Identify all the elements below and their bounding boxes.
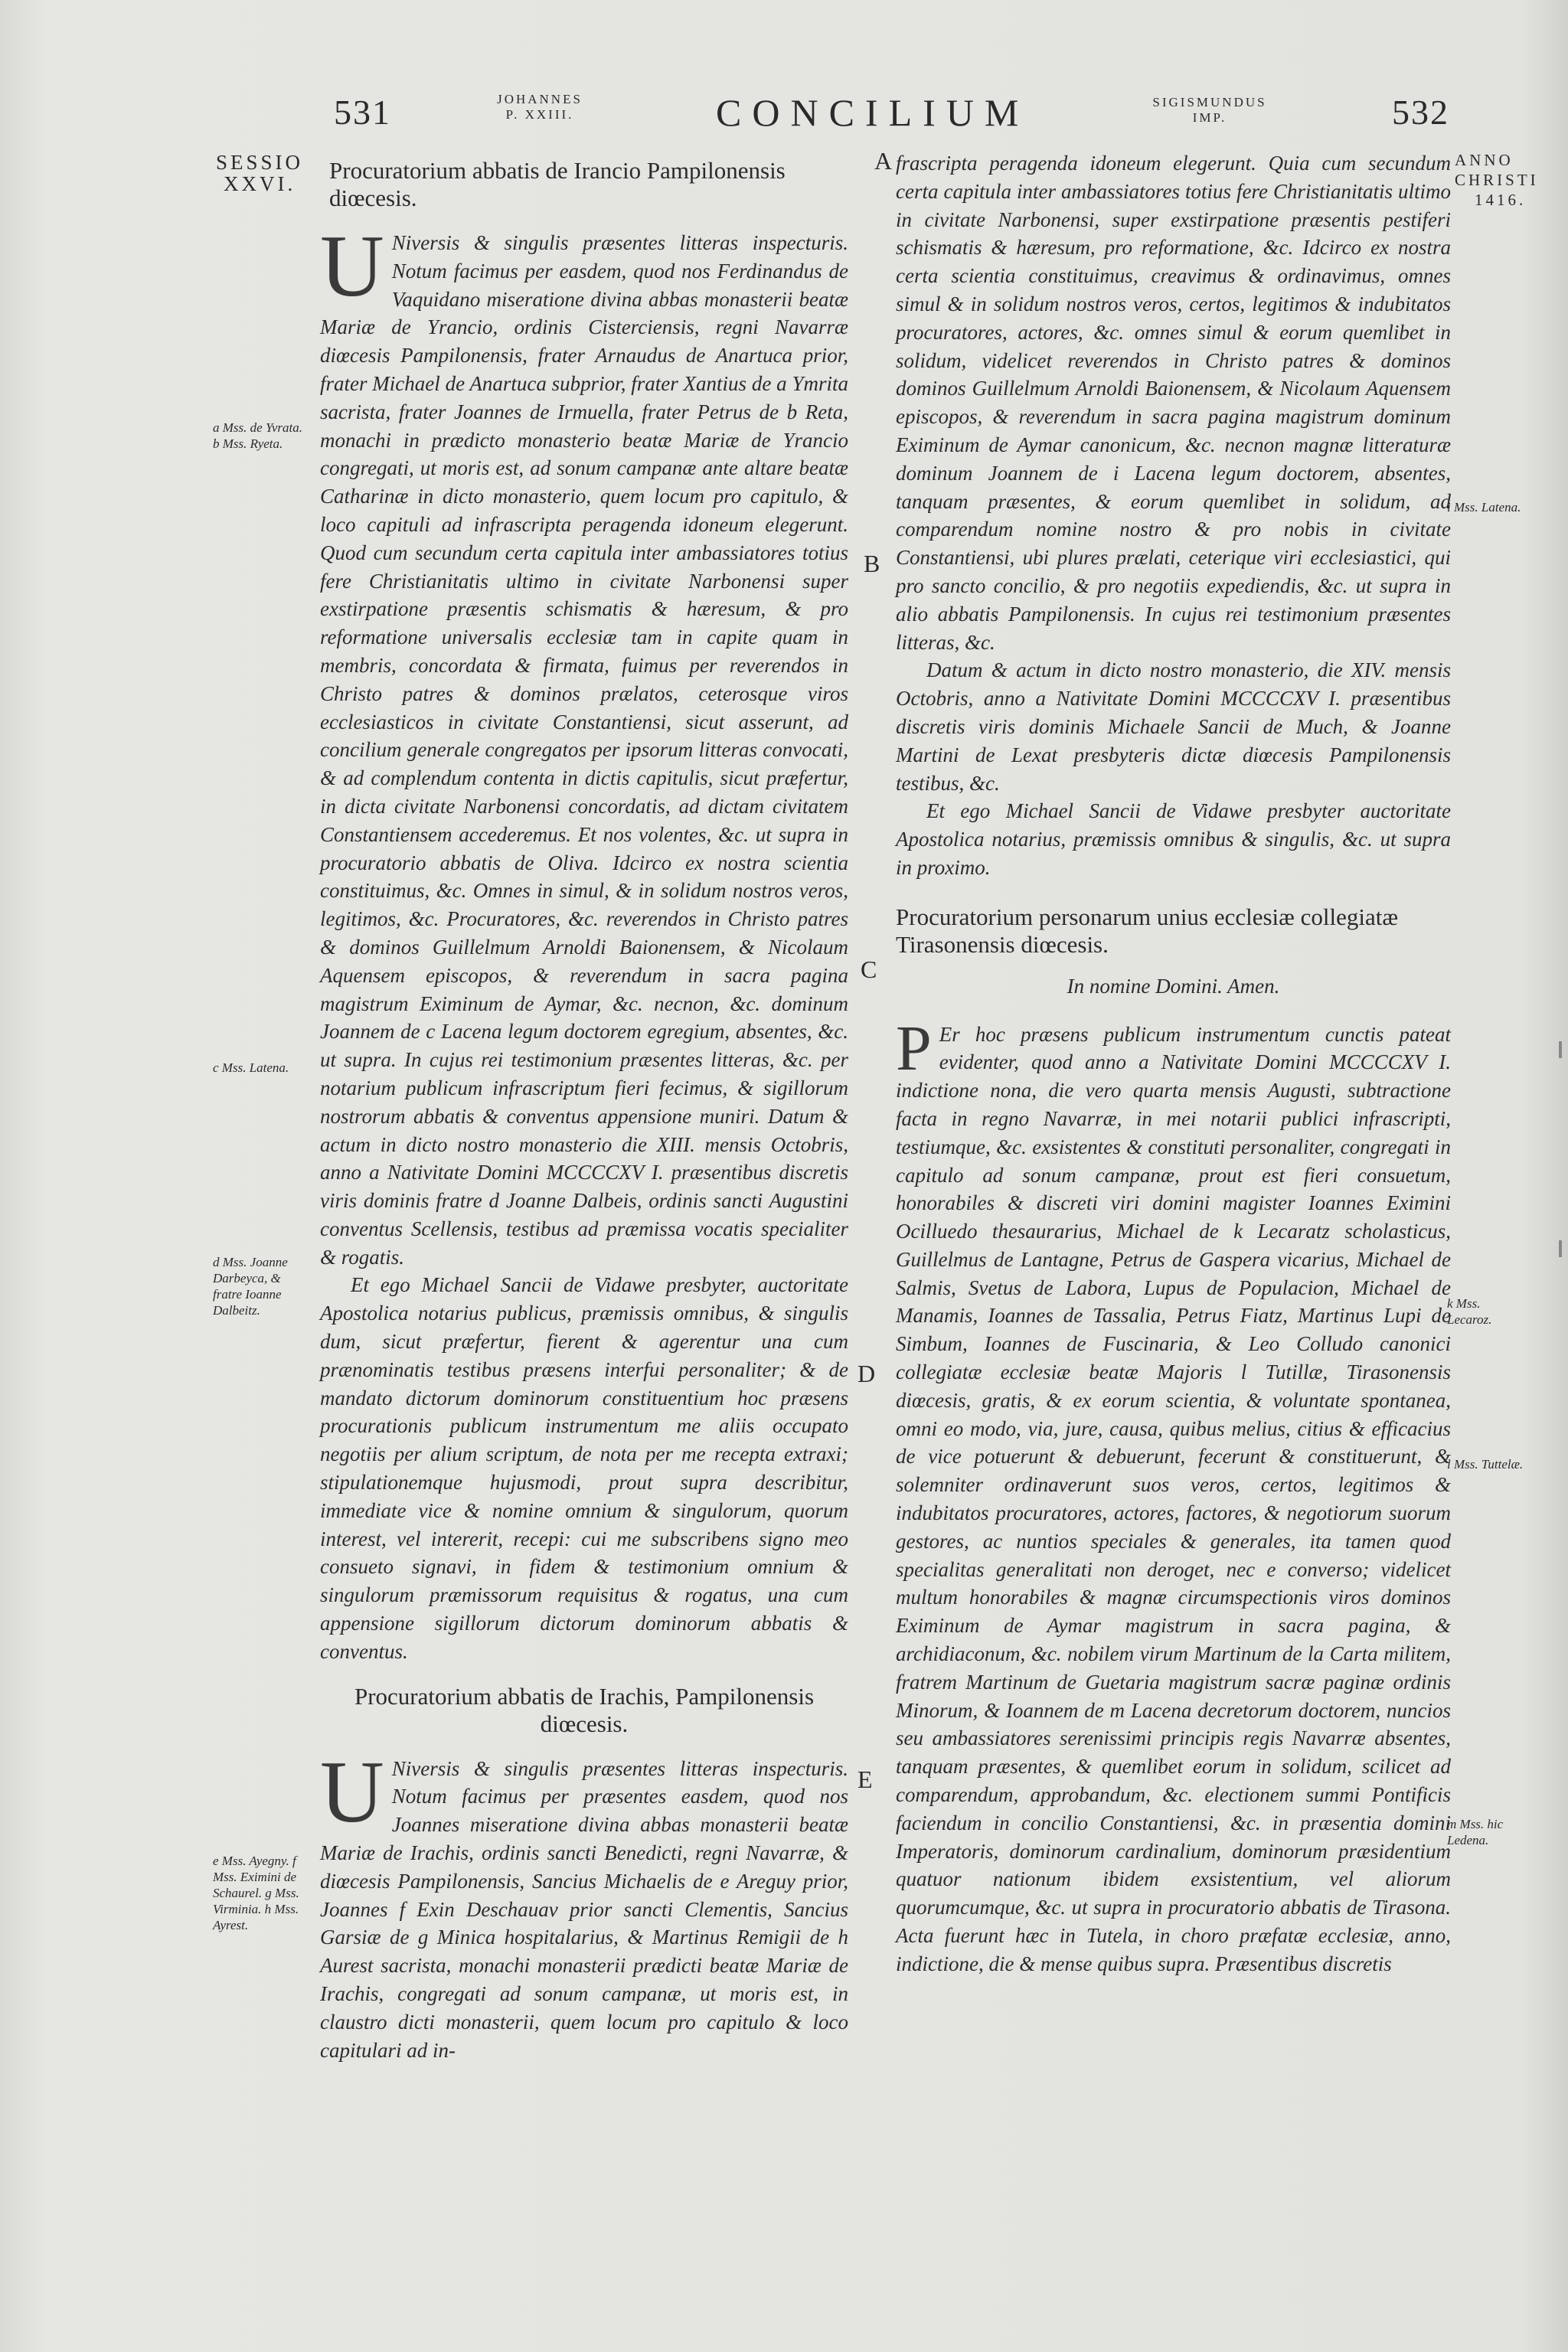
anno-line2: CHRISTI bbox=[1455, 171, 1539, 189]
paragraph-continuation: frascripta peragenda idoneum elegerunt. Quia cum secundum certa capitula inter ambassiatores totius fere Christianitatis ultimo in civitate Narbonensi, super exstirpatione præsentis pestiferi schismatis & hæresum, pro reformatione, &c. Idcirco ex nostra certa scientia constituimus, creavimus & ordinavimus, omnes simul & in solidum nostros veros, certos, legitimos & indubitatos procuratores, actores, &c. omnes simul & eorum quemlibet in solidum, videlicet reverendos in Christo patres & dominos dominos Guillelmum Arnoldi Baionensem, & Nicolaum Aquensem episcopos, & reverendum in sacra pagina magistrum dominum Eximinum de Aymar canonicum, &c. necnon magnæ litteraturæ dominum Joannem de i Lacena legum doctorem, absentes, tanquam præsentes, & eorum quemlibet in solidum, ad comparendum nomine nostro & pro nobis in civitate Constantiensi, ubi plures prælati, ceterique viri ecclesiastici, qui pro sancto concilio, & pro negotiis expediendis, &c. ut supra in alio abbatis Pampilonensis. In cujus rei testimonium præsentes litteras, &c. bbox=[896, 152, 1451, 654]
text-irachis: Niversis & singulis præsentes litteras inspecturis. Notum facimus per præsentes easdem, quod nos Joannes miseratione divina abbas monasterii beatæ Mariæ de Irachis, ordinis sancti Benedicti, regni Navarræ, & diœcesis Pampilonensis, Sancius Michaelis de e Areguy prior, Joannes f Exin Deschauav prior sancti Clementis, Sancius Garsiæ de g Minica hospitalarius, & Martinus Remigii de h Aurest sacrista, monachi monasterii prædicti beatæ Mariæ de Irachis, congregati ad sonum campanæ, ut moris est, in claustro dicti monasterii, quem locum pro capitulo & loco capitulari ad in- bbox=[320, 1756, 848, 2062]
dropcap-p: P bbox=[896, 1012, 932, 1084]
text-irancio: Niversis & singulis præsentes litteras inspecturis. Notum facimus per easdem, quod nos Ferdinandus de Vaquidano miseratione divina abbas monasterii beatæ Mariæ de Yrancio, ordinis Cisterciensis, regni Navarræ diœcesis Pampilonensis, frater Arnaudus de Anartuca prior, frater Michael de Anartuca subprior, frater Xantius de a Ymrita sacrista, frater Joannes de Irmuella, frater Petrus de b Reta, monachi in prædicto monasterio beatæ Mariæ de Yrancio congregati, ut moris est, ad sonum campanæ ante altare beatæ Catharinæ in dicto monasterio, quem locum pro capitulo, & loco capituli ad infrascripta peragenda idoneum elegerunt. Quod cum secundum certa capitula inter ambassiatores totius fere Christianitatis ultimo in civitate Narbonensi super exstirpatione præsentis schismatis & hæresum, & pro reformatione universalis ecclesiæ tam in capite quam in membris, concordata & firmata, fuimus per reverendos in Christo patres & dominos prælatos, ceterosque viros ecclesiasticos in civitate Constantiensi, sicut asserunt, ad concilium generale congregatos per ipsorum litteras convocati, & ad complendum contenta in dictis capitulis, sicut præfertur, in dicta civitate Narbonensi concordatis, ad dictam civitatem Constantiensem accederemus. Et nos volentes, &c. ut supra in procuratorio abbatis de Oliva. Idcirco ex nostra scientia constituimus, &c. Omnes in simul, & in solidum nostros veros, legitimos, &c. Procuratores, &c. reverendos in Christo patres & dominos Guillelmum Arnoldi Baionensem, & Nicolaum Aquensem episcopos, & reverendum in sacra pagina magistrum Eximinum de Aymar, &c. necnon, &c. dominum Joannem de c Lacena legum doctorem egregium, absentes, &c. ut supra. In cujus rei testimonium præsentes litteras, &c. per notarium publicum infrascriptum fieri fecimus, & sigillorum nostrorum abbatis & conventus appensione muniri. Datum & actum in dicto nostro monasterio die XIII. mensis Octobris, anno a Nativitate Domini MCCCCXV I. præsentibus discretis viris dominis fratre d Joanne Dalbeis, ordinis sancti Augustini conventus Scellensis, testibus ad præmissa vocatis specialiter & rogatis. bbox=[320, 231, 848, 1269]
right-page-number: 532 bbox=[1392, 93, 1449, 132]
right-title-line2: IMP. bbox=[1192, 110, 1227, 125]
edge-mark bbox=[1559, 1041, 1562, 1058]
margin-note-m: m Mss. hic Ledena. bbox=[1447, 1817, 1504, 1847]
heading-irachis: Procuratorium abbatis de Irachis, Pampilonensis diœcesis. bbox=[354, 1682, 815, 1737]
right-title-line1: SIGISMUNDUS bbox=[1152, 95, 1267, 109]
margin-note-c: c Mss. Latena. bbox=[213, 1060, 289, 1075]
edge-mark bbox=[1559, 1240, 1562, 1257]
session-marker bbox=[216, 152, 303, 194]
left-page-number: 531 bbox=[334, 93, 391, 132]
heading-tirasonensis: Procuratorium personarum unius ecclesiæ collegiatæ Tirasonensis diœcesis. bbox=[896, 903, 1398, 958]
margin-letter-b: B bbox=[864, 550, 880, 577]
left-title-line2: P. XXIII. bbox=[505, 107, 574, 122]
margin-note-l: l Mss. Tuttelæ. bbox=[1447, 1457, 1524, 1472]
paragraph-notary-2: Et ego Michael Sancii de Vidawe presbyter auctoritate Apostolica notarius, præmissis omnibus & singulis, &c. ut supra in proximo. bbox=[896, 799, 1451, 879]
anno-line1: ANNO bbox=[1455, 151, 1514, 169]
right-running-title bbox=[1133, 95, 1286, 126]
margin-note-d: d Mss. Joanne Darbeyca, & fratre Ioanne Dalbeitz. bbox=[213, 1255, 288, 1318]
margin-note-e-h: e Mss. Ayegny. f Mss. Eximini de Schaurel. g Mss. Virminia. h Mss. Ayrest. bbox=[213, 1854, 299, 1932]
year-marker bbox=[1455, 150, 1539, 210]
margin-letter-a: A bbox=[874, 147, 893, 175]
margin-letter-d: D bbox=[858, 1360, 876, 1387]
paragraph-notary-1: Et ego Michael Sancii de Vidawe presbyter, auctoritate Apostolica notarius publicus, præmissis omnibus, & singulis dum, sicut præfertur, fierent & agerentur una cum prænominatis testibus præsens interfui personaliter; & de mandato dictorum dominorum constituentium hoc præsens procurationis publicum instrumentum me aliis occupato negotiis per alium scriptum, de nota per me recepta extraxi; stipulationemque hujusmodi, prout supra describitur, immediate vice & nomine omnium & singulorum, quorum interest, vel intererit, recepi: cui me subscribens signo meo consueto signavi, in fidem & testimonium omnium & singulorum præmissorum requisitus & rogatus, una cum appensione sigillorum dictorum dominorum abbatis & conventus. bbox=[320, 1273, 848, 1663]
margin-letter-c: C bbox=[861, 956, 877, 983]
dropcap-u: U bbox=[320, 217, 384, 315]
left-title-line1: JOHANNES bbox=[497, 92, 583, 106]
margin-note-k: k Mss. Lecaroz. bbox=[1447, 1296, 1492, 1327]
left-running-title bbox=[482, 92, 597, 122]
heading-irancio: Procuratorium abbatis de Irancio Pampilonensis diœcesis. bbox=[329, 157, 786, 211]
sessio-line2: XXVI. bbox=[224, 172, 296, 195]
dropcap-u-2: U bbox=[320, 1743, 384, 1841]
text-tirasonensis: Er hoc præsens publicum instrumentum cunctis pateat evidenter, quod anno a Nativitate Domini MCCCCXV I. indictione nona, die vero quarta mensis Augusti, subtractione facta in regno Navarræ, in mei notarii publici infrascripti, testiumque, &c. exsistentes & constituti personaliter, congregati in capitulo ad sonum campanæ, prout est fieri consuetum, honorabiles & discreti viri domini magister Ioannes Eximini Ocilluedo thesaurarius, Michael de k Lecaratz scholasticus, Guillelmus de Lantagne, Petrus de Gaspera vicarius, Michael de Salmis, Svetus de Labora, Lupus de Populacion, Michael de Manamis, Ioannes de Tassalia, Petrus Fiatz, Martinus Lupi de Simbum, Ioannes de Fuscinaria, & Leo Colludo canonici collegiatæ ecclesiæ beatæ Majoris l Tutillæ, Tirasonensis diœcesis, gratis, & ex eorum scientia, & voluntate spontanea, omni eo modo, via, jure, causa, quibus melius, citius & efficacius de vice potuerunt & debuerunt, fecerunt & constituerunt, & solemniter ordinaverunt suos veros, certos, legitimos & indubitatos procuratores, actores, factores, & negotiorum suorum gestores, ac nuntios speciales & generales, ita tamen quod specialitas generalitati non deroget, nec e converso; videlicet multum honorabiles & magnæ circumspectionis viros dominos Eximinum de Aymar magistrum in sacra pagina, & archidiaconum, &c. nobilem virum Martinum de la Carta militem, fratrem Martinum de Guetaria magistrum sacræ paginæ ordinis Minorum, & Ioannem de m Lacena decretorum doctorem, nuncios seu ambassiatores serenissimi principis regis Navarræ absentes, tanquam præsentes, & quemlibet eorum in solidum, scilicet ad comparendum, approbandum, &c. electionem summi Pontificis faciendum in concilio Constantiensi, &c. in præsentia domini Imperatoris, dominorum cardinalium, dominorum præsidentium quatuor nationum ibidem exsistentium, vel aliorum quorumcumque, &c. ut supra in procuratorio abbatis de Tirasona. Acta fuerunt hæc in Tutela, in choro præfatæ ecclesiæ, anno, indictione, die & mense quibus supra. Præsentibus discretis bbox=[896, 1022, 1451, 1975]
invocation: In nomine Domini. Amen. bbox=[1067, 974, 1280, 998]
sessio-line1: SESSIO bbox=[216, 151, 304, 174]
anno-line3: 1416. bbox=[1475, 191, 1527, 209]
paragraph-irancio bbox=[320, 217, 848, 1271]
left-column bbox=[320, 157, 848, 2064]
paragraph-irachis bbox=[320, 1743, 848, 2065]
paragraph-tirasonensis bbox=[896, 1012, 1451, 1978]
right-column bbox=[896, 149, 1451, 1978]
paragraph-datum: Datum & actum in dicto nostro monasterio, die XIV. mensis Octobris, anno a Nativitate Domini MCCCCXV I. præsentibus discretis viris dominis Michaele Sancii de Much, & Joanne Martini de Lexat presbyteris dictæ diœcesis Pampilonensis testibus, &c. bbox=[896, 658, 1451, 795]
margin-note-a-b: a Mss. de Yvrata. b Mss. Ryeta. bbox=[213, 420, 302, 451]
center-running-title: CONCILIUM bbox=[716, 91, 1030, 134]
margin-letter-e: E bbox=[858, 1766, 873, 1793]
margin-note-i: i Mss. Latena. bbox=[1447, 500, 1521, 514]
